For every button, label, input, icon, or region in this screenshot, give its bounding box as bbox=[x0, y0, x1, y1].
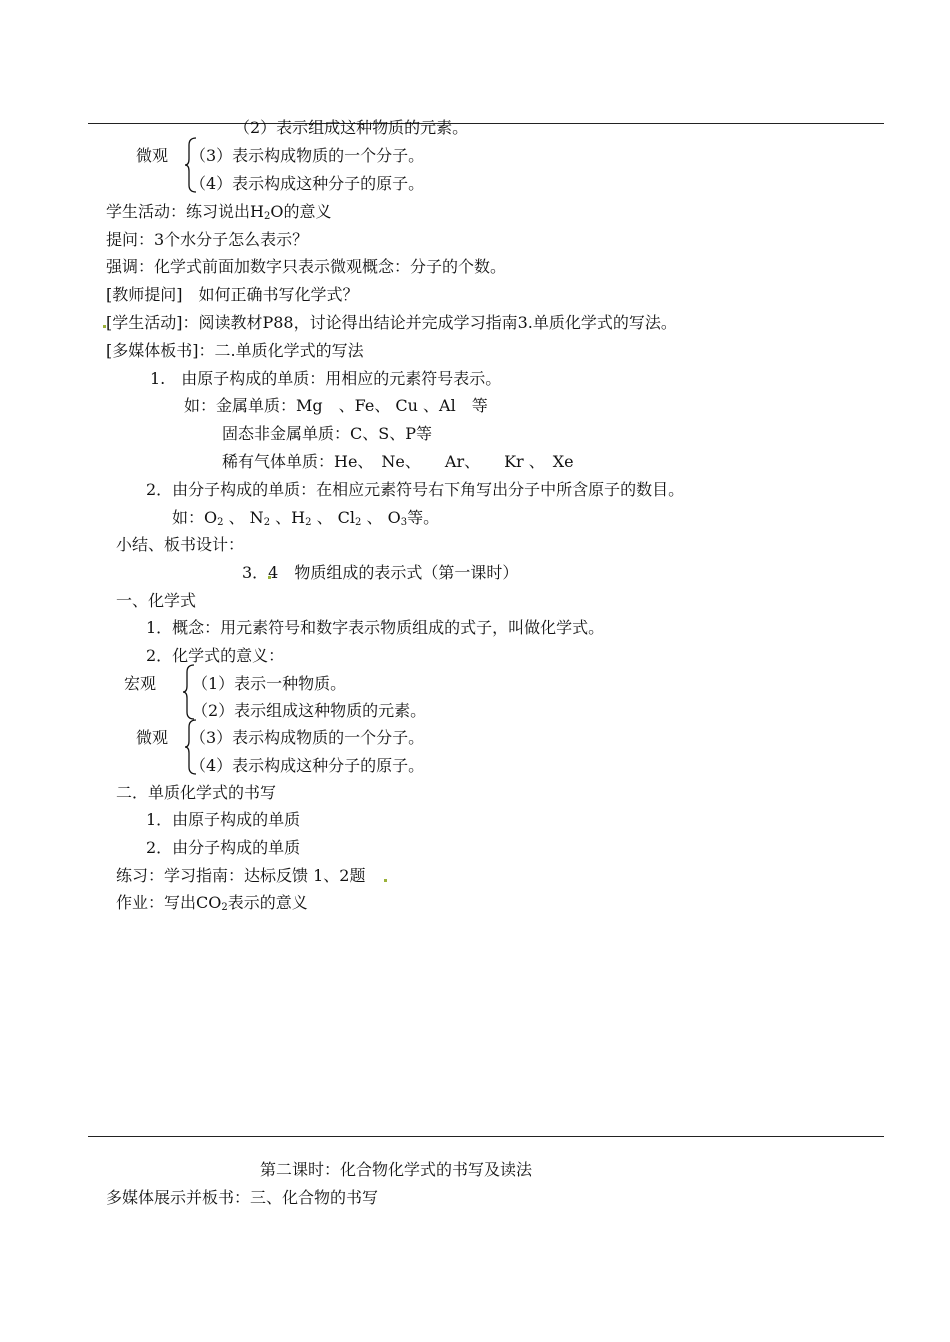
text-line: 二．单质化学式的书写 bbox=[116, 783, 277, 802]
macro-label: 宏观 bbox=[124, 674, 157, 693]
text-line: 小结、板书设计： bbox=[116, 535, 245, 554]
text-line: 一、化学式 bbox=[116, 591, 197, 610]
text-line: 固态非金属单质：C、S、P等 bbox=[222, 424, 432, 443]
top-rule bbox=[88, 123, 884, 124]
text-line: （4）表示构成这种分子的原子。 bbox=[190, 174, 425, 193]
text-line: 1．概念：用元素符号和数字表示物质组成的式子，叫做化学式。 bbox=[146, 618, 605, 637]
text-line: 如：金属单质：Mg 、Fe、 Cu 、Al 等 bbox=[184, 396, 488, 415]
text-line: 练习：学习指南：达标反馈 1、2题 bbox=[116, 866, 366, 885]
text-line: 学生活动：练习说出$H_2O$的意义 bbox=[106, 202, 332, 222]
bottom-rule bbox=[88, 1136, 884, 1137]
text-line: （1）表示一种物质。 bbox=[192, 674, 347, 693]
text-line: [教师提问] 如何正确书写化学式？ bbox=[106, 285, 359, 304]
text-line: 2．化学式的意义： bbox=[146, 646, 285, 665]
text-line: （2）表示组成这种物质的元素。 bbox=[234, 118, 469, 137]
text-line: （3）表示构成物质的一个分子。 bbox=[190, 146, 425, 165]
text-line: [学生活动]：阅读教材P88，讨论得出结论并完成学习指南3.单质化学式的写法。 bbox=[106, 313, 677, 332]
text-line: 2．由分子构成的单质 bbox=[146, 838, 301, 857]
text-line: 2．由分子构成的单质：在相应元素符号右下角写出分子中所含原子的数目。 bbox=[146, 480, 685, 499]
text-line: 如：$O_2$ 、 $N_2$ 、$H_2$ 、 $Cl_2$ 、 $O_3$等。 bbox=[172, 508, 440, 528]
text-line: 稀有气体单质：He、 Ne、 Ar、 Kr 、 Xe bbox=[222, 452, 574, 471]
text-line: （4）表示构成这种分子的原子。 bbox=[190, 756, 425, 775]
micro-label: 微观 bbox=[136, 146, 169, 165]
text-line: [多媒体板书]：二.单质化学式的写法 bbox=[106, 341, 364, 360]
section-heading: 第二课时：化合物化学式的书写及读法 bbox=[260, 1160, 533, 1179]
text-line: 1．由原子构成的单质 bbox=[146, 810, 301, 829]
text-line: 多媒体展示并板书：三、化合物的书写 bbox=[106, 1188, 379, 1207]
text-line: （3）表示构成物质的一个分子。 bbox=[190, 728, 425, 747]
text-line: 作业：写出$CO_2$表示的意义 bbox=[116, 893, 308, 913]
text-line: 提问：3个水分子怎么表示？ bbox=[106, 230, 309, 249]
text-line: （2）表示组成这种物质的元素。 bbox=[192, 701, 427, 720]
text-line: 1. 由原子构成的单质：用相应的元素符号表示。 bbox=[150, 369, 502, 388]
marker-dot bbox=[384, 879, 387, 882]
text-line: 强调：化学式前面加数字只表示微观概念：分子的个数。 bbox=[106, 257, 507, 276]
micro-label: 微观 bbox=[136, 728, 169, 747]
section-heading: 3．4 物质组成的表示式（第一课时） bbox=[242, 563, 519, 582]
